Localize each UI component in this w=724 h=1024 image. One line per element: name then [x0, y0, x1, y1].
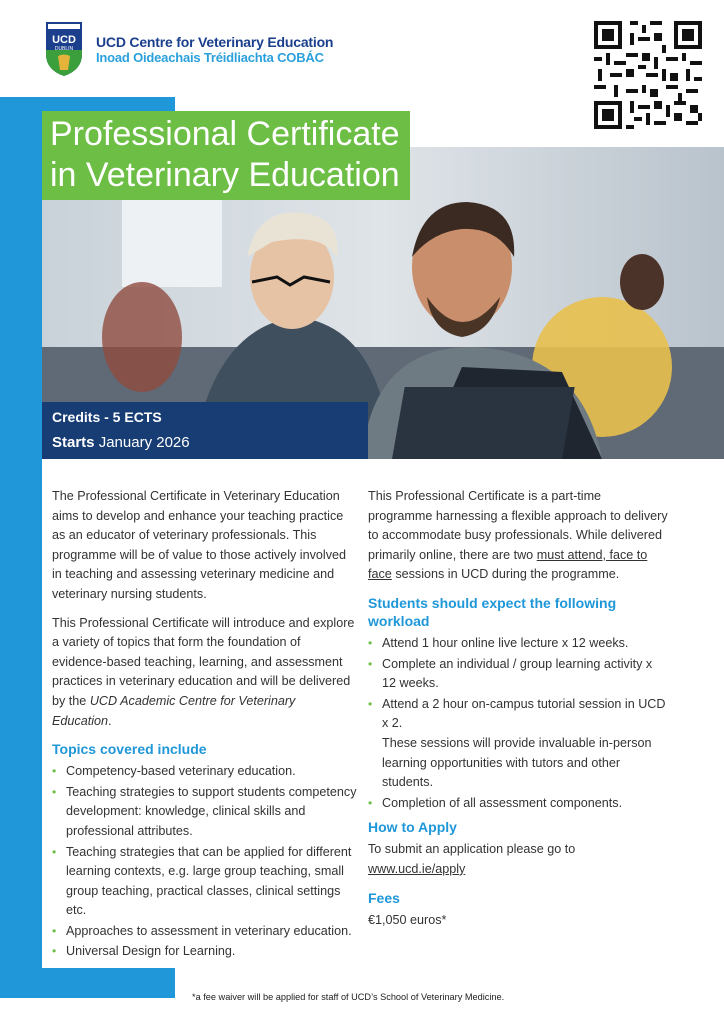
- face-to-face-emphasis: must attend, face to face: [368, 547, 648, 582]
- apply-text: To submit an application please go to: [368, 842, 576, 857]
- page-title-line-2: in Veterinary Education: [50, 156, 400, 194]
- apply-paragraph: [368, 840, 668, 879]
- workload-tutorial: Attend a 2 hour on-campus tutorial session in UCD x 2.: [382, 696, 666, 731]
- topics-list: [52, 762, 357, 962]
- crest-subtext: DUBLIN: [54, 46, 74, 52]
- list-item: • Completion of all assessment components.: [368, 794, 668, 814]
- credits-label: Credits - 5 ECTS: [52, 409, 162, 425]
- list-item: • Universal Design for Learning.: [52, 942, 357, 962]
- brand-name-ga: Inoad Oideachais Tréidliachta COBÁC: [96, 50, 324, 65]
- topics-heading: Topics covered include: [52, 741, 207, 758]
- starts-line: [52, 434, 190, 451]
- apply-heading: How to Apply: [368, 819, 457, 836]
- header: [0, 0, 724, 97]
- starts-value: January 2026: [98, 434, 190, 451]
- list-item: • Teaching strategies that can be applied for different learning contexts, e.g. large group teaching, small group teaching, practical classes, clinical settings etc.: [52, 843, 357, 921]
- page-title-line-1: Professional Certificate: [50, 115, 400, 153]
- left-column: [52, 487, 357, 963]
- right-column: [368, 487, 668, 939]
- content-panel: [42, 459, 724, 968]
- ucd-crest-icon: [44, 20, 84, 78]
- intro-paragraph: The Professional Certificate in Veterinary Education aims to develop and enhance your teaching practice as an educator of veterinary professionals. This programme will be of value to those actively involved in teaching and assessing veterinary medicine and veterinary nursing students.: [52, 489, 346, 601]
- footnote: *a fee waiver will be applied for staff of UCD’s School of Veterinary Medicine.: [192, 992, 505, 1002]
- centre-name: UCD Academic Centre for Veterinary Education: [52, 693, 296, 728]
- delivery-paragraph: [368, 487, 668, 585]
- list-item: [368, 695, 668, 793]
- list-item: • Teaching strategies to support students competency development: knowledge, clinical skills and professional attributes.: [52, 783, 357, 842]
- list-item: • Complete an individual / group learning activity x 12 weeks.: [368, 655, 668, 694]
- topics-intro-end: .: [108, 713, 112, 728]
- delivery-text-end: sessions in UCD during the programme.: [395, 567, 620, 582]
- brand-name-en: UCD Centre for Veterinary Education: [96, 34, 334, 50]
- topics-intro-paragraph: [52, 614, 357, 732]
- workload-heading: Students should expect the following workload: [368, 594, 617, 629]
- title-box: [42, 111, 410, 200]
- starts-label: Starts: [52, 434, 95, 451]
- qr-code-icon: [594, 20, 702, 130]
- delivery-text: This Professional Certificate is a part-time programme harnessing a flexible approach to delivery to accommodate busy professionals. While delivered primarily online, there are two: [368, 489, 668, 562]
- workload-list: [368, 634, 668, 813]
- credits-box: [42, 402, 368, 459]
- crest-text: UCD: [52, 34, 76, 46]
- fees-value: €1,050 euros*: [368, 912, 447, 927]
- workload-note: These sessions will provide invaluable in-person learning opportunities with tutors and other students.: [382, 735, 652, 790]
- list-item: • Attend 1 hour online live lecture x 12 weeks.: [368, 634, 668, 654]
- list-item: • Competency-based veterinary education.: [52, 762, 357, 782]
- apply-link[interactable]: www.ucd.ie/apply: [368, 861, 466, 876]
- fees-heading: Fees: [368, 889, 400, 906]
- topics-intro-text: This Professional Certificate will introduce and explore a variety of topics that form the foundation of evidence-based teaching, learning, and assessment practices in veterinary education and will be delivered by the: [52, 615, 355, 708]
- list-item: • Approaches to assessment in veterinary education.: [52, 922, 357, 942]
